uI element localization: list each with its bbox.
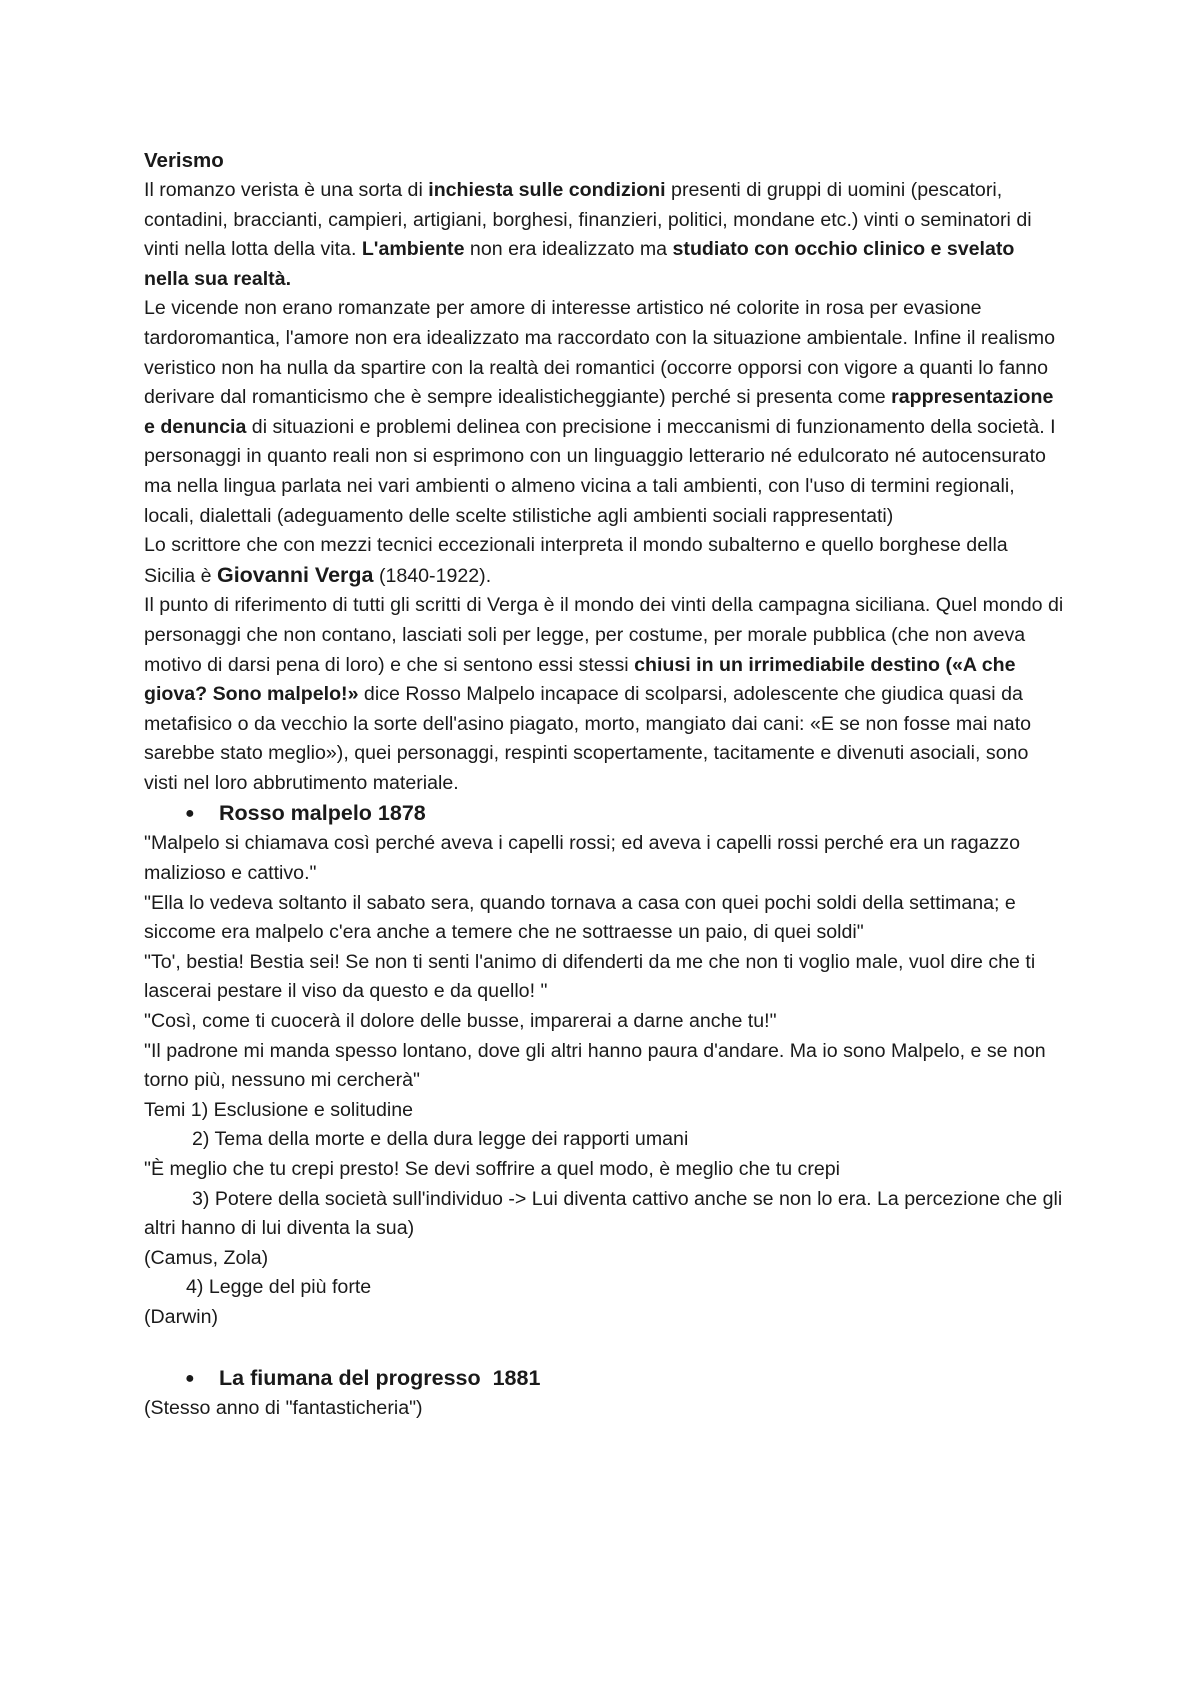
quote-line: "To', bestia! Bestia sei! Se non ti senti l'animo di difenderti da me che non ti voglio male, vuol dire che ti lascerai pestare il viso da questo e da quello! " xyxy=(144,950,1036,1003)
paragraph-vinti xyxy=(144,591,1064,798)
text-run: Il romanzo verista è una sorta di xyxy=(144,179,429,201)
author-name: Giovanni Verga xyxy=(216,562,374,587)
text-run: presenti di gruppi di uomini (pescatori, contadini, braccianti, campieri, artigiani, borghesi, finanzieri, politici, mondane etc.) vinti o seminatori di vinti nella lotta della vita. xyxy=(144,179,1032,261)
theme-note-3: (Camus, Zola) xyxy=(144,1246,269,1269)
paragraph-verga xyxy=(144,531,1064,591)
theme-line-3 xyxy=(144,1185,1064,1244)
bold-run: rappresentazione e denuncia xyxy=(144,386,1054,438)
bold-run: chiusi in un irrimediabile destino («A che giova? Sono malpelo!» xyxy=(144,653,1016,706)
text-run: Le vicende non erano romanzate per amore di interesse artistico né colorite in rosa per evasione tardoromantica, l'amore non era idealizzato ma raccordato con la situazione ambientale. Infine il realismo veristico non ha nulla da spartire con la realtà dei romantici (occorre opporsi con vigore a quanti lo fanno derivare dal romanticismo che è sempre idealisticheggiante) perché si presenta come xyxy=(144,297,1055,409)
paragraph-vicende xyxy=(144,294,1064,531)
text-run: (1840-1922). xyxy=(373,564,492,587)
bold-run: inchiesta sulle condizioni xyxy=(428,179,666,201)
bold-run: studiato con occhio clinico e svelato nella sua realtà. xyxy=(144,238,1015,290)
bullet-dot-icon: ● xyxy=(185,1369,195,1387)
bullet-note: (Stesso anno di "fantasticheria") xyxy=(144,1396,423,1419)
theme-line-4: 4) Legge del più forte xyxy=(186,1276,372,1299)
text-run: Lo scrittore che con mezzi tecnici eccezionali interpreta il mondo subalterno e quello borghese della Sicilia è xyxy=(144,534,1008,587)
theme-line-1: Temi 1) Esclusione e solitudine xyxy=(144,1098,414,1121)
text-run: dice Rosso Malpelo incapace di scolparsi, adolescente che giudica quasi da metafisico o da vecchio la sorte dell'asino piagato, morto, mangiato dai cani: «E se non fosse mai nato sarebbe stato meglio»), quei personaggi, respinti scopertamente, tacitamente e divenuti asociali, sono visti nel loro abbrutimento materiale. xyxy=(144,683,1032,794)
bullet-heading-fiumana xyxy=(144,1363,1064,1394)
quote-line: "Il padrone mi manda spesso lontano, dove gli altri hanno paura d'andare. Ma io sono Malpelo, e se non torno più, nessuno mi cercherà" xyxy=(144,1039,1046,1092)
theme-line-2: 2) Tema della morte e della dura legge dei rapporti umani xyxy=(192,1128,689,1151)
bullet-dot-icon: ● xyxy=(185,805,195,823)
bullet-label: Rosso malpelo 1878 xyxy=(219,801,426,826)
text-run: non era idealizzato ma xyxy=(464,238,673,261)
paragraph-intro xyxy=(144,176,1064,294)
quote-line: "Così, come ti cuocerà il dolore delle busse, imparerai a darne anche tu!" xyxy=(144,1010,777,1033)
blank-line xyxy=(144,1333,1064,1363)
quote-line: "Ella lo vedeva soltanto il sabato sera, quando tornava a casa con quei pochi soldi della settimana; e siccome era malpelo c'era anche a temere che ne sottraesse un paio, di quei soldi" xyxy=(144,891,1016,944)
text-run: Il punto di riferimento di tutti gli scritti di Verga è il mondo dei vinti della campagna siciliana. Quel mondo di personaggi che non contano, lasciati soli per legge, per costume, per morale pubblica (che non aveva motivo di darsi pena di loro) e che si sentono essi stessi xyxy=(144,594,1064,676)
theme-quote: "È meglio che tu crepi presto! Se devi soffrire a quel modo, è meglio che tu crepi xyxy=(144,1158,840,1180)
theme-note-4: (Darwin) xyxy=(144,1305,219,1328)
text-run: 3) Potere della società sull'individuo -> Lui diventa cattivo anche se non lo era. La percezione che gli altri hanno di lui diventa la sua) xyxy=(144,1187,1063,1240)
text-run: di situazioni e problemi delinea con precisione i meccanismi di funzionamento della società. I personaggi in quanto reali non si esprimono con un linguaggio letterario né edulcorato né autocensurato ma nella lingua parlata nei vari ambienti o almeno vicina a tali ambienti, con l'uso di termini regionali, locali, dialettali (adeguamento delle scelte stilistiche agli ambienti sociali rappresentati) xyxy=(144,415,1056,527)
bullet-label: La fiumana del progresso 1881 xyxy=(219,1365,541,1390)
section-title: Verismo xyxy=(144,149,224,172)
document-page xyxy=(144,146,1064,1423)
bullet-heading-rosso-malpelo xyxy=(144,798,1064,829)
quote-line: "Malpelo si chiamava così perché aveva i capelli rossi; ed aveva i capelli rossi perché era un ragazzo malizioso e cattivo." xyxy=(144,832,1021,885)
bold-run: L'ambiente xyxy=(361,238,465,261)
